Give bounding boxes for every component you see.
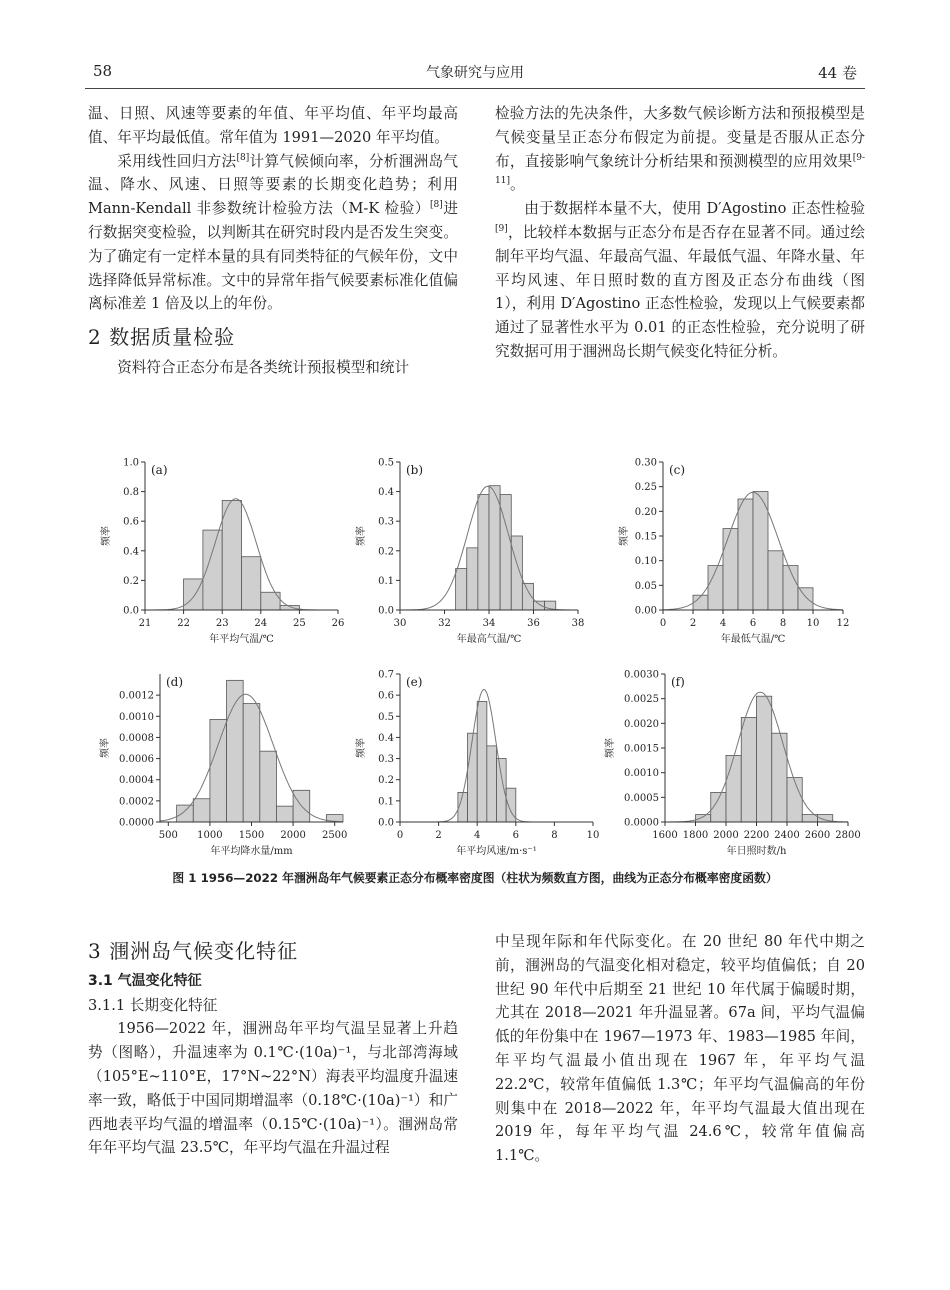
histogram-bar [242,557,261,610]
panel-label: (c) [669,463,686,477]
histogram-bar [738,499,753,610]
page-header [85,62,865,84]
panel-label: (e) [406,675,423,689]
x-tick-label: 22 [177,618,190,629]
x-tick-label: 2400 [774,830,800,841]
histogram-bar [696,815,711,822]
histogram-bar [487,746,497,822]
right-column-bottom [495,930,865,1168]
x-tick-label: 10 [806,618,820,629]
y-tick-label: 0.8 [123,487,139,499]
y-tick-label: 0.15 [634,531,657,543]
histogram-bar [467,548,478,610]
x-tick-label: 32 [438,618,451,629]
left-column-top [88,102,458,380]
x-axis-label: 年平均降水量/mm [210,846,293,857]
y-tick-label: 0.6 [378,690,394,702]
y-tick-label: 0.0002 [119,796,154,808]
x-tick-label: 10 [586,830,600,841]
text-run: 进行数据突变检验，以判断其在研究时段内是否发生突变。为了确定有一定样本量的具有同类特征的气候年份，文中选择降低异常标准。文中的异常年指气候要素标准化值偏离标准差 1 倍及以上的年份。 [88,200,458,313]
paragraph [495,102,865,197]
histogram-bar [723,529,738,610]
paragraph: 1956—2022 年，涠洲岛年平均气温呈显著上升趋势（图略），升温速率为 0.1℃·(10a)⁻¹，与北部湾海域（105°E~110°E，17°N~22°N）海表平均温度升温速率一致，略低于中国同期增温率（0.18℃·(10a)⁻¹）和广西地表平均气温的增温率（0.15℃·(10a)⁻¹）。涠洲岛常年年平均气温 23.5℃，年平均气温在升温过程 [88,1020,458,1157]
y-tick-label: 0.0004 [119,775,154,787]
header-rule [85,88,865,89]
x-axis-label: 年最高气温/℃ [456,634,522,645]
x-tick-label: 500 [158,830,178,841]
x-tick-label: 2 [689,618,697,629]
panel-label: (d) [166,675,184,689]
histogram-bar [753,492,768,610]
y-tick-label: 0.4 [378,732,394,744]
y-tick-label: 0.0000 [624,817,659,829]
y-tick-label: 0.2 [378,775,394,787]
y-axis-label: 频率 [619,526,630,546]
x-tick-label: 24 [254,618,268,629]
y-tick-label: 0.25 [634,482,657,494]
section-heading: 3 涠洲岛气候变化特征 [88,939,299,963]
histogram-bar [787,778,802,822]
text-run: 由于数据样本量不大，使用 D′Agostino 正态性检验 [524,200,865,218]
chart-panel-f [595,664,860,864]
histogram-bar [798,588,813,610]
x-tick-label: 2600 [804,830,831,841]
y-tick-label: 0.2 [378,546,394,558]
y-tick-label: 1.0 [123,457,139,469]
x-tick-label: 1500 [238,830,265,841]
histogram-bar [534,601,545,610]
y-tick-label: 0.3 [378,754,394,766]
text-run: 检验方法的先决条件，大多数气候诊断方法和预报模型是气候变量呈正态分布假定为前提。变量是否服从正态分布，直接影响气象统计分析结果和预测模型的应用效果 [495,105,865,170]
histogram-bar [511,536,522,610]
x-tick-label: 8 [779,618,787,629]
y-tick-label: 0.4 [378,487,394,499]
x-tick-label: 26 [331,618,345,629]
left-column-bottom [88,940,458,1160]
x-axis-label: 年平均气温/℃ [209,634,274,645]
histogram-bar [210,719,227,822]
page-number: 58 [93,62,113,80]
x-tick-label: 8 [551,830,558,841]
histogram-bar [726,755,741,822]
histogram-bar [497,759,507,822]
paragraph: 中呈现年际和年代际变化。在 20 世纪 80 年代中期之前，涠洲岛的气温变化相对稳定，较平均值偏低；自 20 世纪 90 年代中后期至 21 世纪 10 年代属于偏暖时期，尤其在 2018—2021 年升温显著。67a 间，平均气温偏低的年份集中在 1967—1973 年、1983—1985 年间，年平均气温最小值出现在 1967 年，年平均气温 22.2℃，较常年值偏低 1.3℃；年平均气温偏高的年份则集中在 2018—2022 年，年平均气温最大值出现在 2019 年，每年平均气温 24.6℃，较常年值偏高 1.1℃。 [495,933,865,1165]
right-column-top [495,102,865,364]
citation: [8] [430,200,443,211]
x-tick-label: 0 [659,618,667,629]
x-tick-label: 2200 [743,830,770,841]
x-tick-label: 2800 [835,830,861,841]
y-tick-label: 0.0012 [119,690,154,702]
y-tick-label: 0.7 [378,669,394,681]
y-tick-label: 0.0000 [119,817,154,829]
section-heading: 2 数据质量检验 [88,325,236,350]
x-axis-label: 年最低气温/℃ [720,634,786,645]
x-axis-label: 年平均风速/m·s⁻¹ [456,846,537,857]
paragraph: 资料符合正态分布是各类统计预报模型和统计 [117,358,410,376]
x-tick-label: 4 [719,618,727,629]
citation: [8] [236,152,250,163]
y-tick-label: 0.0 [123,605,139,617]
x-tick-label: 34 [482,618,496,629]
citation: [9-11] [495,152,865,187]
x-tick-label: 36 [527,618,540,629]
histogram-bar [468,733,478,822]
y-tick-label: 0.0030 [624,669,659,681]
y-tick-label: 0.0015 [624,743,659,755]
histogram-bar [768,551,783,610]
histogram-bar [260,751,277,822]
y-tick-label: 0.05 [634,580,657,592]
histogram-bar [222,500,241,610]
y-tick-label: 0.0008 [119,732,154,744]
x-tick-label: 6 [512,830,519,841]
panel-label: (a) [151,463,168,477]
x-tick-label: 1000 [197,830,223,841]
x-tick-label: 23 [215,618,229,629]
y-tick-label: 0.2 [123,575,139,587]
y-tick-label: 0.1 [378,575,394,587]
panel-label: (f) [671,675,685,689]
chart-panel-d [75,664,355,864]
y-tick-label: 0.10 [634,556,657,568]
y-axis-label: 频率 [100,738,111,758]
x-tick-label: 21 [138,618,152,629]
y-tick-label: 0.0010 [119,711,154,723]
x-tick-label: 2500 [321,830,348,841]
paragraph [88,150,458,317]
y-tick-label: 0.0025 [624,694,659,706]
histogram-bar [456,569,467,610]
x-tick-label: 2000 [280,830,306,841]
y-tick-label: 0.3 [378,516,394,528]
x-tick-label: 12 [836,618,850,629]
y-tick-label: 0.30 [634,457,657,469]
histogram-bar [478,495,489,610]
y-tick-label: 0.5 [378,457,394,469]
histogram-bar [276,806,293,822]
y-tick-label: 0.4 [123,546,139,558]
histogram-bar [227,680,244,822]
y-tick-label: 0.20 [634,506,657,518]
x-tick-label: 25 [293,618,306,629]
chart-panel-e [345,664,605,864]
text-run: ，比较样本数据与正态分布是否存在显著不同。通过绘制年平均气温、年最高气温、年最低气温、年降水量、年平均风速、年日照时数的直方图及正态分布曲线（图 1），利用 D′Agostino 正态性检验，发现以上气候要素都通过了显著性水平为 0.01 的正态性检验，充分说明了研究数据可用于涠洲岛长期气候变化特征分析。 [495,223,865,360]
histogram-bar [177,805,194,822]
y-axis-label: 频率 [356,738,367,758]
figure-caption: 图 1 1956—2022 年涠洲岛年气候要素正态分布概率密度图（柱状为频数直方图，曲线为正态分布概率密度函数） [172,871,778,885]
text-run: 。 [509,176,525,194]
histogram-bar [772,733,787,822]
volume-label: 44 卷 [818,64,857,82]
subsubsection-heading: 3.1.1 长期变化特征 [88,996,218,1014]
y-tick-label: 0.0005 [624,792,659,804]
citation: [9] [495,224,508,235]
histogram-bar [741,717,756,822]
x-tick-label: 1800 [682,830,709,841]
histogram-bar [193,799,210,822]
histogram-bar [477,701,487,822]
y-tick-label: 0.6 [123,516,139,528]
histogram-bar [243,704,260,822]
histogram-bar [489,486,500,610]
y-tick-label: 0.0020 [624,718,659,730]
x-tick-label: 2000 [713,830,739,841]
histogram-bar [203,530,222,610]
x-axis-label: 年日照时数/h [726,846,787,857]
panel-label: (b) [406,463,424,477]
text-run: 采用线性回归方法 [117,152,237,170]
chart-panel-c [595,452,855,652]
x-tick-label: 1600 [652,830,678,841]
histogram-bar [184,579,203,610]
y-axis-label: 频率 [605,738,616,758]
x-tick-label: 30 [393,618,407,629]
y-tick-label: 0.0 [378,817,394,829]
text-run: 计算气候倾向率，分析涠洲岛气温、降水、风速、日照等要素的长期变化趋势；利用 Mann-Kendall 非参数统计检验方法（M-K 检验） [88,152,458,218]
paragraph: 温、日照、风速等要素的年值、年平均值、年平均最高值、年平均最低值。常年值为 1991—2020 年平均值。 [88,105,458,146]
chart-panel-a [90,452,350,652]
histogram-bar [693,595,708,610]
histogram-bar [757,696,772,822]
subsection-heading: 3.1 气温变化特征 [88,972,202,989]
y-tick-label: 0.00 [634,605,657,617]
paragraph [495,197,865,364]
y-tick-label: 0.1 [378,796,394,808]
y-axis-label: 频率 [101,526,112,546]
x-tick-label: 2 [435,830,442,841]
x-tick-label: 0 [396,830,404,841]
x-tick-label: 6 [749,618,757,629]
x-tick-label: 4 [474,830,481,841]
chart-panel-b [345,452,590,652]
x-tick-label: 38 [571,618,585,629]
y-tick-label: 0.0006 [119,754,154,766]
y-tick-label: 0.0010 [624,768,659,780]
journal-name: 气象研究与应用 [426,65,524,81]
y-tick-label: 0.0 [378,605,394,617]
y-axis-label: 频率 [356,526,367,546]
y-tick-label: 0.5 [378,711,394,723]
